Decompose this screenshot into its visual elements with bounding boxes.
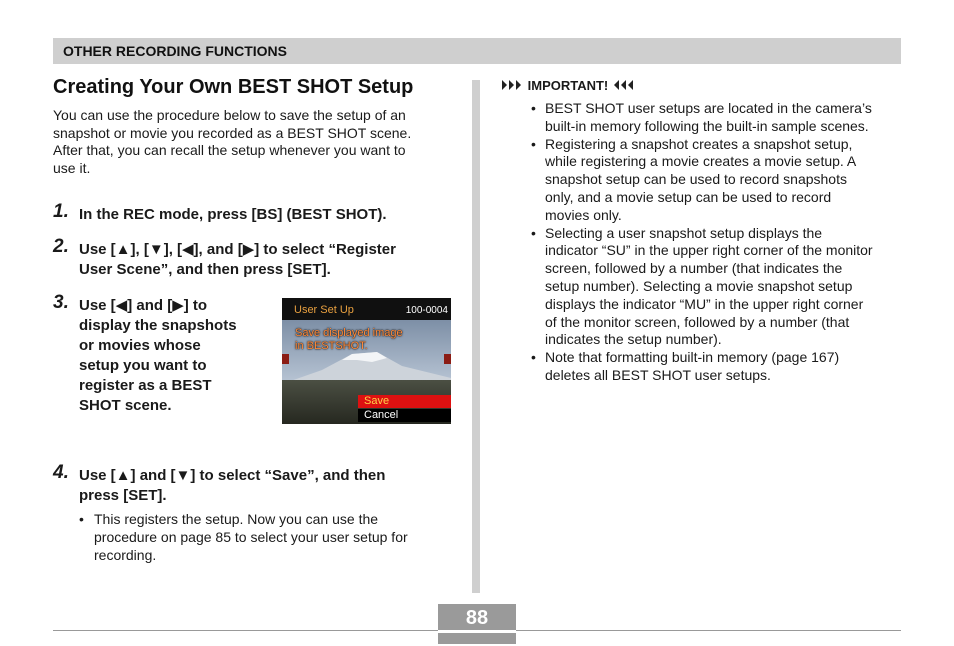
bullet: • (531, 100, 536, 116)
list-item-line: Registering a snapshot creates a snapshot setup, (545, 135, 853, 152)
screen-right-arrow-icon (444, 354, 451, 364)
list-item-line: movies only. (545, 206, 622, 223)
step-number: 4. (53, 462, 69, 483)
list-item-line: built-in memory following the built-in sample scenes. (545, 117, 869, 134)
screen-option-save: Save (358, 395, 451, 408)
list-item-line: displays the indicator “MU” in the upper right corner (545, 295, 864, 312)
intro-paragraph (53, 107, 453, 177)
step-line: Use [◀] and [▶] to (79, 297, 208, 314)
page-number: 88 (465, 607, 489, 629)
step-text (79, 240, 464, 280)
screen-message (295, 327, 403, 353)
list-item-line: BEST SHOT user setups are located in the camera’s (545, 100, 872, 116)
important-list (531, 100, 903, 385)
list-item-line: Note that formatting built-in memory (page 167) (545, 349, 840, 366)
list-item (531, 100, 903, 136)
list-item-line: Selecting a user snapshot setup displays the (545, 224, 823, 241)
bullet: • (531, 349, 536, 366)
step-number: 2. (53, 236, 69, 257)
screen-file-number: 100-0004 (405, 305, 448, 316)
step-line: press [SET]. (79, 487, 167, 504)
step-text (79, 466, 464, 506)
list-item (531, 136, 903, 225)
list-item-line: only, and a movie setup can be used to record (545, 188, 832, 205)
intro-line: You can use the procedure below to save the setup of an (53, 107, 406, 123)
list-item (531, 225, 903, 350)
step-line: setup you want to (79, 357, 207, 374)
page-number-box (438, 604, 516, 644)
list-item-line: setup number). Selecting a movie snapshot setup (545, 277, 853, 294)
intro-line: use it. (53, 159, 91, 176)
step-line: or movies whose (79, 337, 201, 354)
step-text (79, 205, 459, 225)
important-heading (502, 78, 634, 96)
list-item-line: screen, followed by a number (that indicates the (545, 260, 843, 277)
intro-line: After that, you can recall the setup whenever you want to (53, 142, 406, 158)
step-line: User Scene”, and then press [SET]. (79, 261, 331, 278)
list-item-line: indicates the setup number). (545, 331, 722, 348)
intro-line: snapshot or movie you recorded as a BEST SHOT scene. (53, 124, 412, 141)
step-number: 3. (53, 292, 69, 313)
screen-message-line: in BESTSHOT. (295, 340, 368, 352)
screen-left-arrow-icon (282, 354, 289, 364)
screen-option-cancel: Cancel (358, 409, 451, 422)
step-line: In the REC mode, press [BS] (BEST SHOT). (79, 206, 387, 223)
important-label: IMPORTANT! (527, 78, 609, 93)
section-header: OTHER RECORDING FUNCTIONS (63, 43, 287, 59)
list-item-line: deletes all BEST SHOT user setups. (545, 366, 771, 383)
triple-arrow-left-icon (612, 79, 634, 91)
column-divider (472, 80, 480, 593)
step-line: display the snapshots (79, 317, 237, 334)
step-line: Use [▲], [▼], [◀], and [▶] to select “Register (79, 241, 396, 258)
list-item (531, 349, 903, 385)
screen-message-line: Save displayed image (295, 327, 403, 339)
screen-menu-label: User Set Up (294, 304, 354, 316)
step-text (79, 296, 269, 416)
page-box-stripe (438, 630, 516, 633)
bullet: • (531, 224, 536, 241)
list-item-line: while registering a movie creates a movie setup. A (545, 153, 857, 170)
note-line: procedure on page 85 to select your user setup for (94, 529, 408, 545)
step-line: SHOT scene. (79, 397, 172, 414)
list-item-line: snapshot setup can be used to record snapshots (545, 171, 847, 188)
camera-screen-illustration (282, 298, 451, 424)
note-line: recording. (94, 547, 157, 563)
step-line: register as a BEST (79, 377, 212, 394)
note-text (94, 510, 444, 564)
list-item-line: indicator “SU” in the upper right corner of the monitor (545, 242, 873, 259)
section-header-bar (53, 38, 901, 64)
page-title: Creating Your Own BEST SHOT Setup (53, 76, 414, 98)
step-line: Use [▲] and [▼] to select “Save”, and then (79, 467, 386, 484)
note-line: This registers the setup. Now you can use the (94, 511, 379, 527)
step-number: 1. (53, 201, 69, 222)
list-item-line: of the monitor screen, followed by a number (that (545, 313, 850, 330)
bullet: • (79, 511, 84, 527)
triple-arrow-right-icon (502, 79, 524, 91)
bullet: • (531, 135, 536, 152)
